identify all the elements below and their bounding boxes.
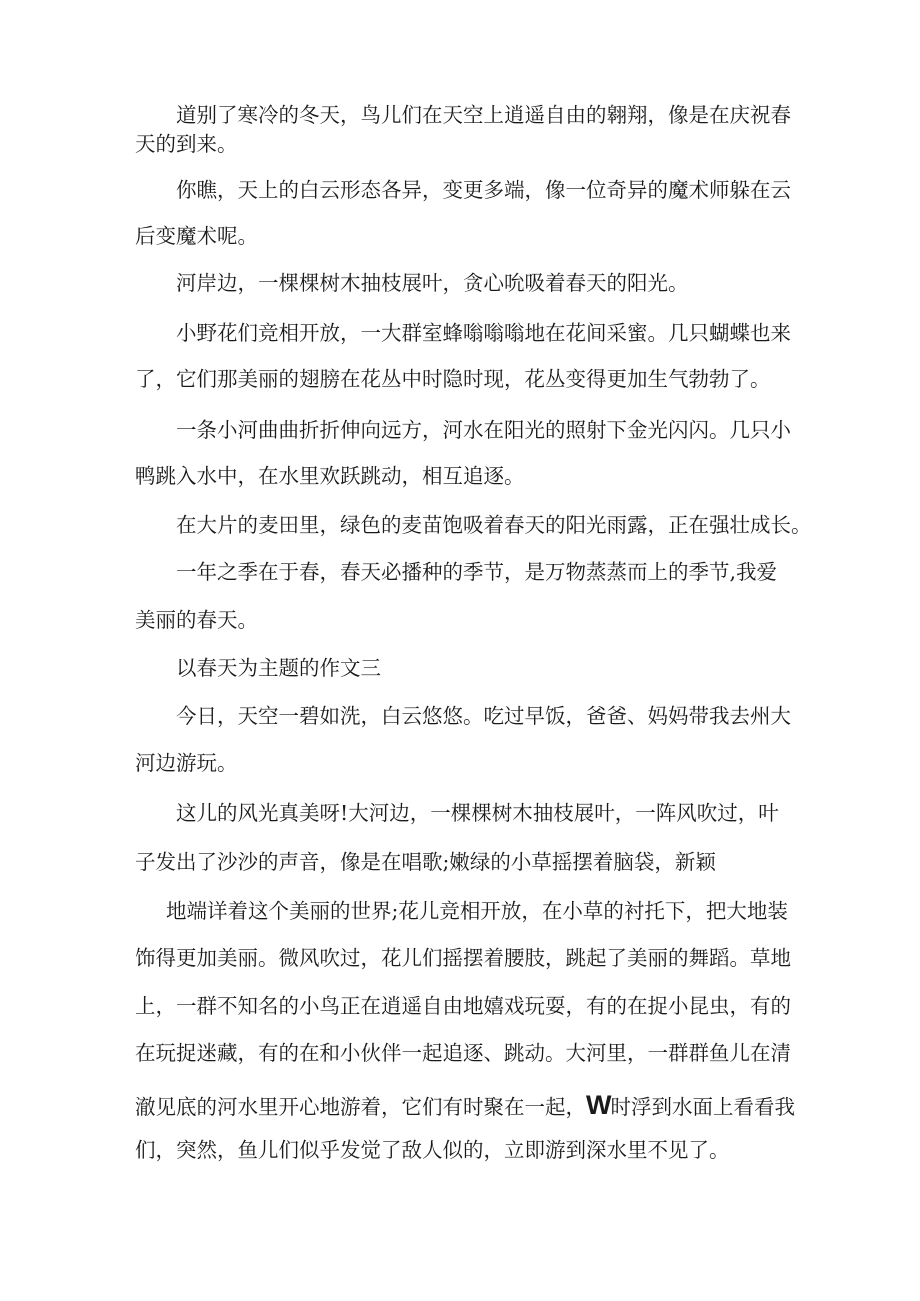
- text-line: 美丽的春天。: [135, 608, 258, 632]
- text-line: 饰得更加美丽。微风吹过，花儿们摇摆着腰肢，跳起了美丽的舞蹈。草地: [135, 946, 791, 970]
- text-line: 地端详着这个美丽的世界;花儿竞相开放，在小草的衬托下，把大地装: [166, 899, 788, 923]
- text-line: 在大片的麦田里，绿色的麦苗饱吸着春天的阳光雨露，正在强壮成长。: [176, 513, 812, 537]
- text-line: 了，它们那美丽的翅膀在花丛中时隐时现，花丛变得更加生气勃勃了。: [135, 367, 771, 391]
- text-line: 你瞧，天上的白云形态各异，变更多端，像一位奇异的魔术师躲在云: [176, 178, 791, 202]
- text-line: 们，突然，鱼儿们似乎发觉了敌人似的，立即游到深水里不见了。: [135, 1138, 730, 1162]
- text-segment: 澈见底的河水里开心地游着，它们有时聚在一起，: [135, 1095, 586, 1119]
- text-line: 天的到来。: [135, 132, 238, 156]
- text-line: 今日，天空一碧如洗，白云悠悠。吃过早饭，爸爸、妈妈带我去州大: [176, 704, 791, 728]
- text-line: 在玩捉迷藏，有的在和小伙伴一起追逐、跳动。大河里，一群群鱼儿在清: [135, 1041, 791, 1065]
- text-line: 子发出了沙沙的声音，像是在唱歌;嫩绿的小草摇摆着脑袋，新颖: [135, 850, 716, 874]
- text-line: 上，一群不知名的小鸟正在逍遥自由地嬉戏玩耍，有的在捉小昆虫，有的: [135, 994, 791, 1018]
- text-line: 一年之季在于春，春天必播种的季节，是万物蒸蒸而上的季节,我爱: [176, 560, 778, 584]
- text-line: 小野花们竞相开放，一大群室蜂嗡嗡嗡地在花间采蜜。几只蝴蝶也来: [176, 321, 791, 345]
- text-line: 河岸边，一棵棵树木抽枝展叶，贪心吮吸着春天的阳光。: [176, 271, 689, 295]
- text-line: 道别了寒冷的冬天，鸟儿们在天空上逍遥自由的翱翔，像是在庆祝春: [176, 103, 791, 127]
- text-line: 这儿的风光真美呀!大河边，一棵棵树木抽枝展叶，一阵风吹过，叶: [176, 801, 779, 825]
- section-heading: 以春天为主题的作文三: [176, 656, 381, 680]
- text-line: 一条小河曲曲折折伸向远方，河水在阳光的照射下金光闪闪。几只小: [176, 418, 791, 442]
- text-line: 河边游玩。: [135, 751, 238, 775]
- text-line: 后变魔术呢。: [135, 224, 258, 248]
- text-line: 鸭跳入水中，在水里欢跃跳动，相互追逐。: [135, 464, 525, 488]
- text-segment: 时浮到水面上看看我: [610, 1095, 795, 1119]
- stray-w-glyph: W: [586, 1090, 611, 1120]
- text-line: [135, 1092, 795, 1119]
